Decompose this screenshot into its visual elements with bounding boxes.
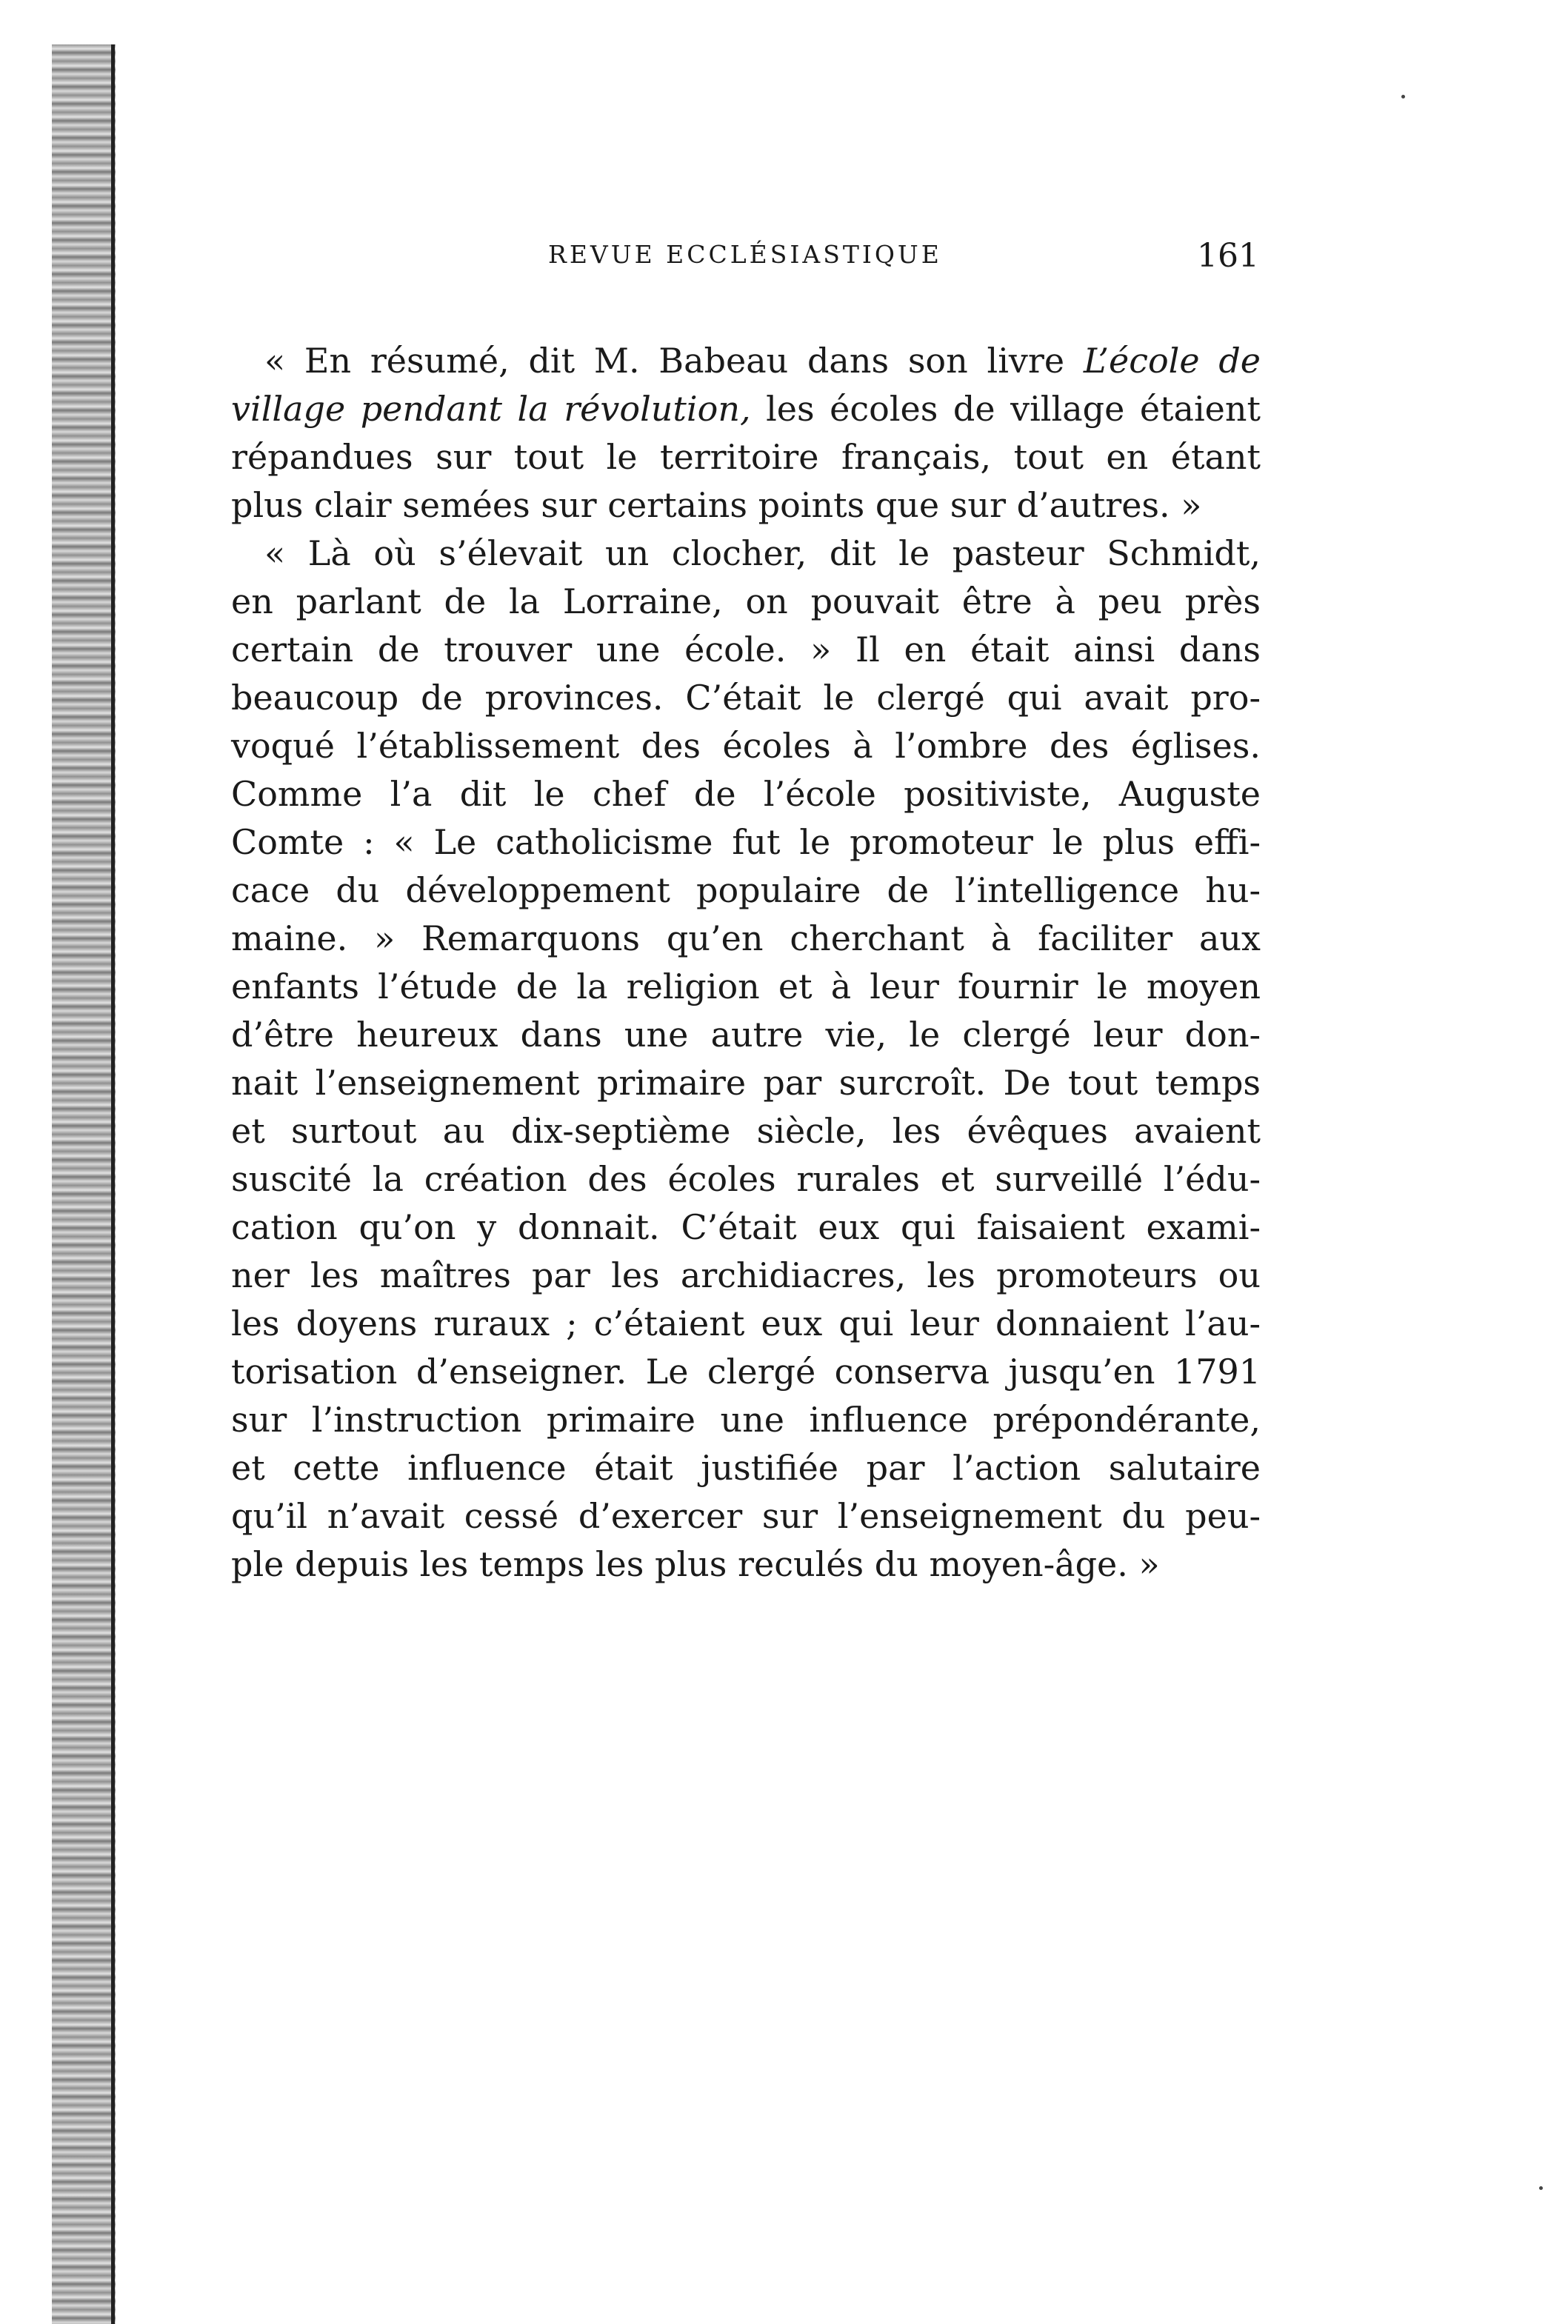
scan-speck <box>1539 2186 1543 2190</box>
book-title-italic: L’école de <box>1083 341 1261 381</box>
page-number: 161 <box>1197 237 1259 275</box>
page-header <box>548 237 1259 281</box>
text-line: sur l’instruction primaire une influence prépondérante, <box>231 1400 1261 1440</box>
text-line: ple depuis les temps les plus reculés du moyen-âge. » <box>231 1544 1160 1584</box>
text-line: qu’il n’avait cessé d’exercer sur l’enseignement du peu- <box>231 1496 1261 1536</box>
text-line: en parlant de la Lorraine, on pouvait être à peu près <box>231 581 1261 621</box>
text-line: beaucoup de provinces. C’était le clergé qui avait pro- <box>231 678 1261 718</box>
text-line: cace du développement populaire de l’intelligence hu- <box>231 870 1261 910</box>
text-line: torisation d’enseigner. Le clergé conserva jusqu’en 1791 <box>231 1352 1261 1392</box>
text-line: « Là où s’élevait un clocher, dit le pasteur Schmidt, <box>264 533 1261 573</box>
text-line: suscité la création des écoles rurales et surveillé l’édu- <box>231 1159 1261 1199</box>
text-line: et cette influence était justifiée par l’action salutaire <box>231 1448 1261 1488</box>
binding-line <box>111 44 115 2324</box>
text-line: village pendant la révolution, les écoles de village étaient <box>231 389 1261 429</box>
text-line: d’être heureux dans une autre vie, le clergé leur don- <box>231 1015 1261 1055</box>
text-line: et surtout au dix-septième siècle, les évêques avaient <box>231 1111 1261 1151</box>
text-line: Comme l’a dit le chef de l’école positiviste, Auguste <box>231 774 1261 814</box>
text-line: ner les maîtres par les archidiacres, les promoteurs ou <box>231 1255 1261 1295</box>
running-title: REVUE ECCLÉSIASTIQUE <box>548 240 942 269</box>
text-line: répandues sur tout le territoire français, tout en étant <box>231 437 1261 477</box>
text-line: voqué l’établissement des écoles à l’ombre des églises. <box>231 726 1261 766</box>
text-line: enfants l’étude de la religion et à leur fournir le moyen <box>231 966 1261 1006</box>
text-line: Comte : « Le catholicisme fut le promoteur le plus effi- <box>231 822 1261 862</box>
text-line: cation qu’on y donnait. C’était eux qui faisaient exami- <box>231 1207 1261 1247</box>
text-line: plus clair semées sur certains points que sur d’autres. » <box>231 485 1202 525</box>
scan-speck <box>1401 95 1405 98</box>
text-line: les doyens ruraux ; c’étaient eux qui leur donnaient l’au- <box>231 1303 1261 1343</box>
book-title-italic: village pendant la révolution, <box>231 389 751 429</box>
text-line: « En résumé, dit M. Babeau dans son livre L’école de <box>264 341 1261 381</box>
binding-edge <box>52 44 116 2324</box>
text-line: certain de trouver une école. » Il en était ainsi dans <box>231 630 1261 670</box>
text-line: nait l’enseignement primaire par surcroît. De tout temps <box>231 1063 1261 1103</box>
text-line: maine. » Remarquons qu’en cherchant à faciliter aux <box>231 918 1261 958</box>
body-text <box>231 337 1261 1589</box>
